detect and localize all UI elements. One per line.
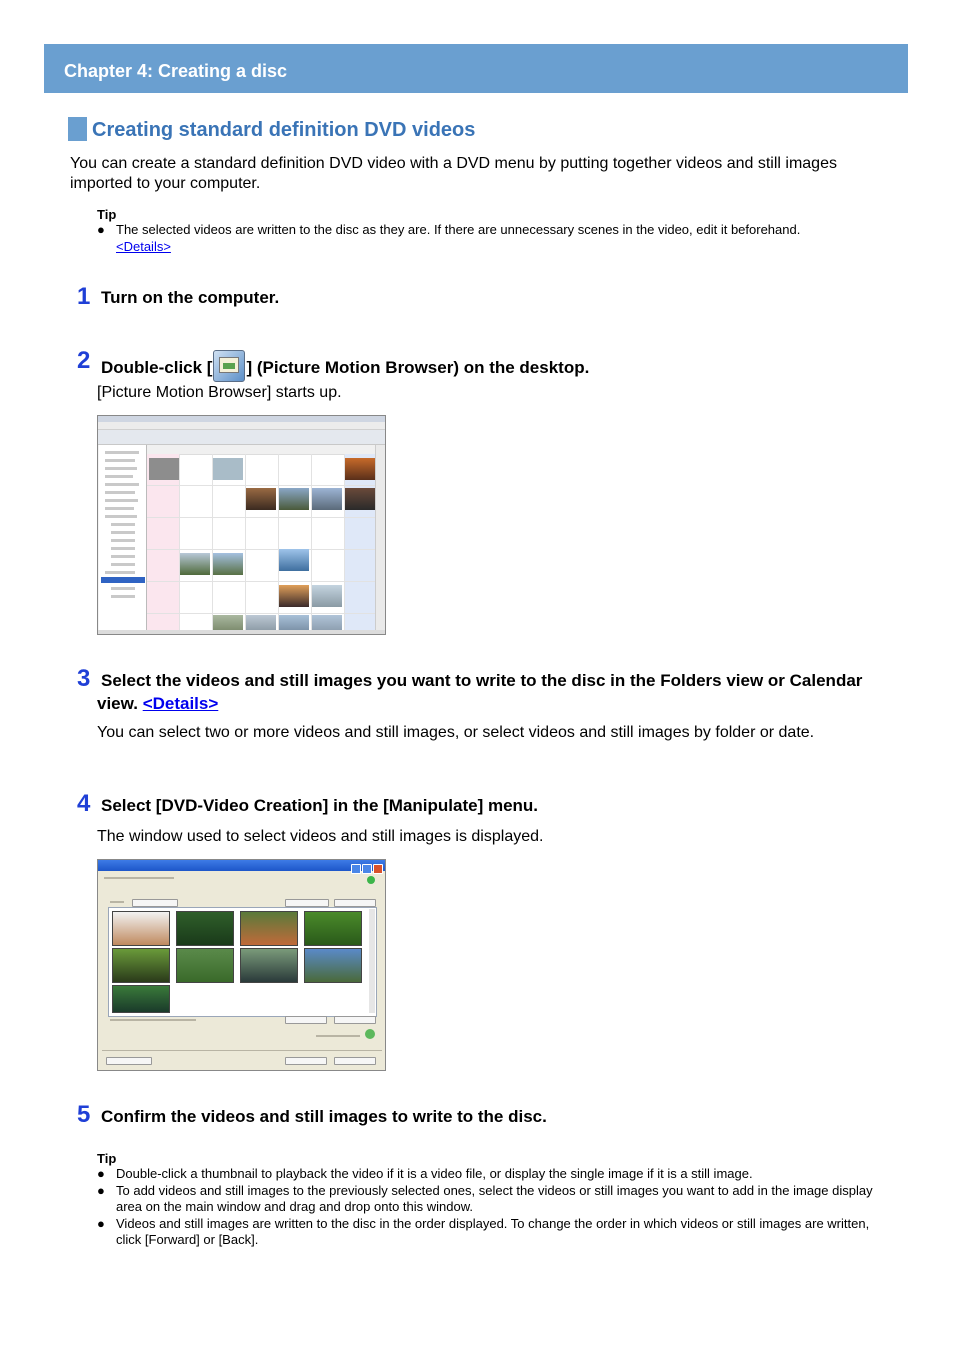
bullet-icon: ● [97, 222, 105, 237]
calendar-row-line [147, 549, 375, 550]
help-icon [367, 876, 375, 884]
photo-thumbnail [149, 458, 179, 480]
minimize-icon [351, 864, 361, 874]
tree-item [105, 475, 133, 478]
tip-label: Tip [97, 1151, 117, 1166]
tree-item [105, 451, 139, 454]
menu-bar [98, 422, 385, 430]
thumbnail-area [108, 907, 377, 1017]
tree-item [105, 491, 135, 494]
close-icon [373, 864, 383, 874]
tree-item [111, 595, 135, 598]
video-thumbnail [176, 948, 234, 983]
disc-usage-line [316, 1035, 360, 1037]
calendar-column [147, 454, 180, 632]
select-all-button [285, 1016, 327, 1024]
tree-item [111, 547, 135, 550]
photo-thumbnail [279, 488, 309, 510]
tip-text: Double-click a thumbnail to playback the video if it is a video file, or display the single image if it is a still image. [116, 1166, 753, 1181]
calendar-column [345, 454, 376, 632]
tree-item [105, 459, 135, 462]
tip-text: Videos and still images are written to the disc in the order displayed. To change the order in which videos or still images are written, click [Forward] or [Back]. [116, 1215, 870, 1247]
step-title-part: Double-click [ [101, 358, 213, 377]
step-title-part: Select the videos and still images you want to write to the disc in the Folders view or Calendar view. [97, 671, 863, 713]
forward-button [285, 899, 329, 907]
video-thumbnail [240, 911, 298, 946]
chapter-header [44, 44, 908, 93]
folder-tree [99, 445, 147, 632]
step-title: Turn on the computer. [101, 288, 280, 307]
calendar-row-line [147, 517, 375, 518]
instruction-line [104, 877, 174, 879]
calendar-row-line [147, 485, 375, 486]
tip-label: Tip [97, 207, 117, 222]
chapter-title: Chapter 4: Creating a disc [64, 61, 288, 81]
photo-thumbnail [180, 553, 210, 575]
tip-item [97, 222, 877, 255]
status-bar [98, 630, 385, 634]
photo-thumbnail [345, 458, 375, 480]
calendar-column [246, 454, 279, 632]
calendar-column [180, 454, 213, 632]
calendar-row-line [147, 613, 375, 614]
step-text: [Picture Motion Browser] starts up. [97, 384, 342, 401]
tree-item [105, 499, 138, 502]
info-line [110, 1019, 196, 1021]
calendar-row-line [147, 581, 375, 582]
tree-item [105, 467, 137, 470]
video-thumbnail [112, 985, 170, 1013]
step-title: Select [DVD-Video Creation] in the [Manipulate] menu. [101, 796, 539, 815]
tree-item [111, 523, 135, 526]
details-link[interactable]: <Details> [142, 694, 219, 713]
photo-thumbnail [312, 585, 342, 607]
photo-thumbnail [279, 585, 309, 607]
tip-item [97, 1166, 877, 1183]
scrollbar [369, 909, 375, 1013]
maximize-icon [362, 864, 372, 874]
video-thumbnail [112, 948, 170, 983]
video-thumbnail [240, 948, 298, 983]
bullet-icon: ● [97, 1215, 105, 1231]
window-titlebar [98, 860, 385, 871]
step-number: 5 [77, 1101, 91, 1128]
clear-all-button [334, 1016, 376, 1024]
video-thumbnail [112, 911, 170, 946]
bullet-icon: ● [97, 1182, 105, 1198]
step-title [101, 350, 901, 382]
tree-item [105, 507, 134, 510]
tip-list [97, 222, 877, 255]
picture-motion-browser-screenshot [97, 415, 386, 635]
disc-icon [365, 1029, 375, 1039]
step-number: 2 [77, 347, 91, 374]
settings-button [106, 1057, 152, 1065]
tip-item [97, 1183, 877, 1216]
step-title [97, 669, 897, 715]
tree-item [105, 515, 137, 518]
tree-item [111, 555, 135, 558]
tree-item [105, 483, 139, 486]
divider [102, 1050, 382, 1051]
tip-text: To add videos and still images to the previously selected ones, select the videos or still images you want to add in the image display area on the main window and drag and drop onto this window. [116, 1182, 873, 1214]
window-controls [350, 861, 383, 879]
back-button [334, 899, 376, 907]
section-title: Creating standard definition DVD videos [92, 119, 476, 141]
tree-item [105, 571, 135, 574]
sort-label-line [110, 901, 124, 903]
step-number: 4 [77, 790, 91, 817]
section-marker [68, 117, 87, 141]
step-title: Confirm the videos and still images to write to the disc. [101, 1107, 547, 1126]
video-thumbnail [176, 911, 234, 946]
video-thumbnail [304, 911, 362, 946]
tip-item [97, 1216, 877, 1249]
photo-thumbnail [279, 549, 309, 571]
photo-thumbnail [213, 458, 243, 480]
photo-thumbnail [312, 488, 342, 510]
tip-text: The selected videos are written to the disc as they are. If there are unnecessary scenes in the video, edit it beforehand. [116, 222, 801, 237]
details-link[interactable]: <Details> [116, 238, 171, 254]
step-title-part: ] (Picture Motion Browser) on the desktop. [246, 358, 590, 377]
step-text: You can select two or more videos and still images, or select videos and still images by folder or date. [97, 724, 815, 741]
cancel-button [334, 1057, 376, 1065]
tree-item [111, 563, 135, 566]
tree-item [111, 531, 135, 534]
photo-thumbnail [213, 553, 243, 575]
scrollbar [375, 445, 386, 632]
video-thumbnail [304, 948, 362, 983]
calendar-view [147, 445, 375, 632]
calendar-column [213, 454, 246, 632]
photo-thumbnail [345, 488, 375, 510]
sort-select [132, 899, 178, 907]
intro-paragraph: You can create a standard definition DVD video with a DVD menu by putting together videos and still images imported to your computer. [70, 155, 837, 192]
step-number: 3 [77, 665, 91, 692]
step-text: The window used to select videos and still images is displayed. [97, 828, 544, 845]
tree-item [111, 539, 135, 542]
tree-item-selected [101, 577, 145, 583]
next-button [285, 1057, 327, 1065]
toolbar [98, 430, 385, 445]
picture-motion-browser-icon [213, 350, 245, 382]
bullet-icon: ● [97, 1166, 105, 1181]
step-number: 1 [77, 283, 91, 310]
tip-list [97, 1166, 877, 1249]
dvd-creation-screenshot [97, 859, 386, 1071]
photo-thumbnail [246, 488, 276, 510]
tree-item [111, 587, 135, 590]
